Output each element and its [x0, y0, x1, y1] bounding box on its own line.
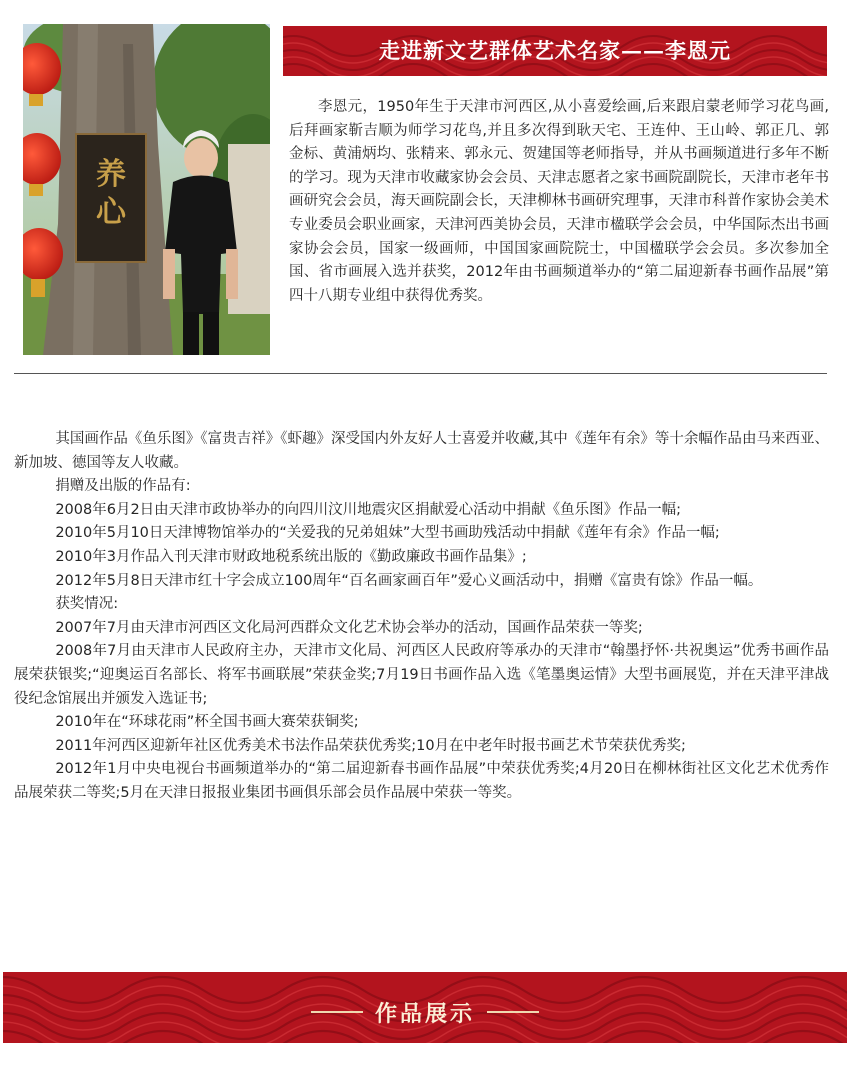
donation-item: 2010年3月作品入刊天津市财政地税系统出版的《勤政廉政书画作品集》;	[55, 548, 527, 565]
gallery-banner	[3, 972, 847, 1043]
gallery-title-text: 作品展示	[374, 1000, 475, 1027]
title-line-left	[311, 1011, 363, 1013]
svg-text:养: 养	[96, 157, 126, 192]
award-item: 2010年在“环球花雨”杯全国书画大赛荣获铜奖;	[55, 714, 359, 731]
gallery-title	[3, 972, 847, 1043]
title-line-right	[487, 1011, 539, 1013]
section-divider	[14, 373, 827, 374]
artist-photo-illustration	[23, 24, 270, 355]
svg-text:心: 心	[96, 195, 126, 230]
award-item: 2007年7月由天津市河西区文化局河西群众文化艺术协会举办的活动，国画作品荣获一等奖;	[55, 619, 643, 636]
works-section	[14, 428, 829, 806]
bio-paragraph: 李恩元，1950年生于天津市河西区,从小喜爱绘画,后来跟启蒙老师学习花鸟画,后拜画家靳吉顺为师学习花鸟,并且多次得到耿天宅、王连仲、王山岭、郭正几、郭金标、黄浦炳均、张精来、郭永元、贺建国等老师指导，并从书画频道进行多年不断的学习。现为天津市收藏家协会会员、天津志愿者之家书画院副院长，天津市老年书画研究会会员，海天画院副会长，天津柳林书画研究理事，天津市科普作家协会美术专业委员会职业画家，天津河西美协会员，天津市楹联学会会员，中华国际杰出书画家协会会员，国家一级画师，中国国家画院院士，中国楹联学会会员。多次参加全国、省市画展入选并获奖，2012年由书画频道举办的“第二届迎新春书画作品展”第四十八期专业组中获得优秀奖。	[289, 99, 829, 304]
award-item: 2011年河西区迎新年社区优秀美术书法作品荣获优秀奖;10月在中老年时报书画艺术节荣获优秀奖;	[55, 737, 686, 754]
donation-item: 2008年6月2日由天津市政协举办的向四川汶川地震灾区捐献爱心活动中捐献《鱼乐图》作品一幅;	[55, 501, 682, 518]
award-item: 2008年7月由天津市人民政府主办，天津市文化局、河西区人民政府等承办的天津市“翰墨抒怀·共祝奥运”优秀书画作品展荣获银奖;“迎奥运百名部长、将军书画联展”荣获金奖;7月19日书画作品入选《笔墨奥运情》大型书画展览，并在天津平津战役纪念馆展出并颁发入选证书;	[14, 643, 829, 707]
donation-heading: 捐赠及出版的作品有:	[55, 478, 191, 495]
award-item: 2012年1月中央电视台书画频道举办的“第二届迎新春书画作品展”中荣获优秀奖;4月20日在柳林街社区文化艺术优秀作品展荣获二等奖;5月在天津日报报业集团书画俱乐部会员作品展中荣获一等奖。	[14, 761, 829, 801]
title-banner	[283, 26, 827, 76]
donation-item: 2012年5月8日天津市红十字会成立100周年“百名画家画百年”爱心义画活动中，捐赠《富贵有馀》作品一幅。	[55, 572, 763, 589]
awards-heading: 获奖情况:	[55, 596, 119, 613]
page-title: 走进新文艺群体艺术名家——李恩元	[379, 38, 731, 63]
works-intro: 其国画作品《鱼乐图》《富贵吉祥》《虾趣》深受国内外友好人士喜爱并收藏,其中《莲年有余》等十余幅作品由马来西亚、新加坡、德国等友人收藏。	[14, 431, 829, 471]
artist-photo	[23, 24, 270, 355]
donation-item: 2010年5月10日天津博物馆举办的“关爱我的兄弟姐妹”大型书画助残活动中捐献《莲年有余》作品一幅;	[55, 525, 720, 542]
